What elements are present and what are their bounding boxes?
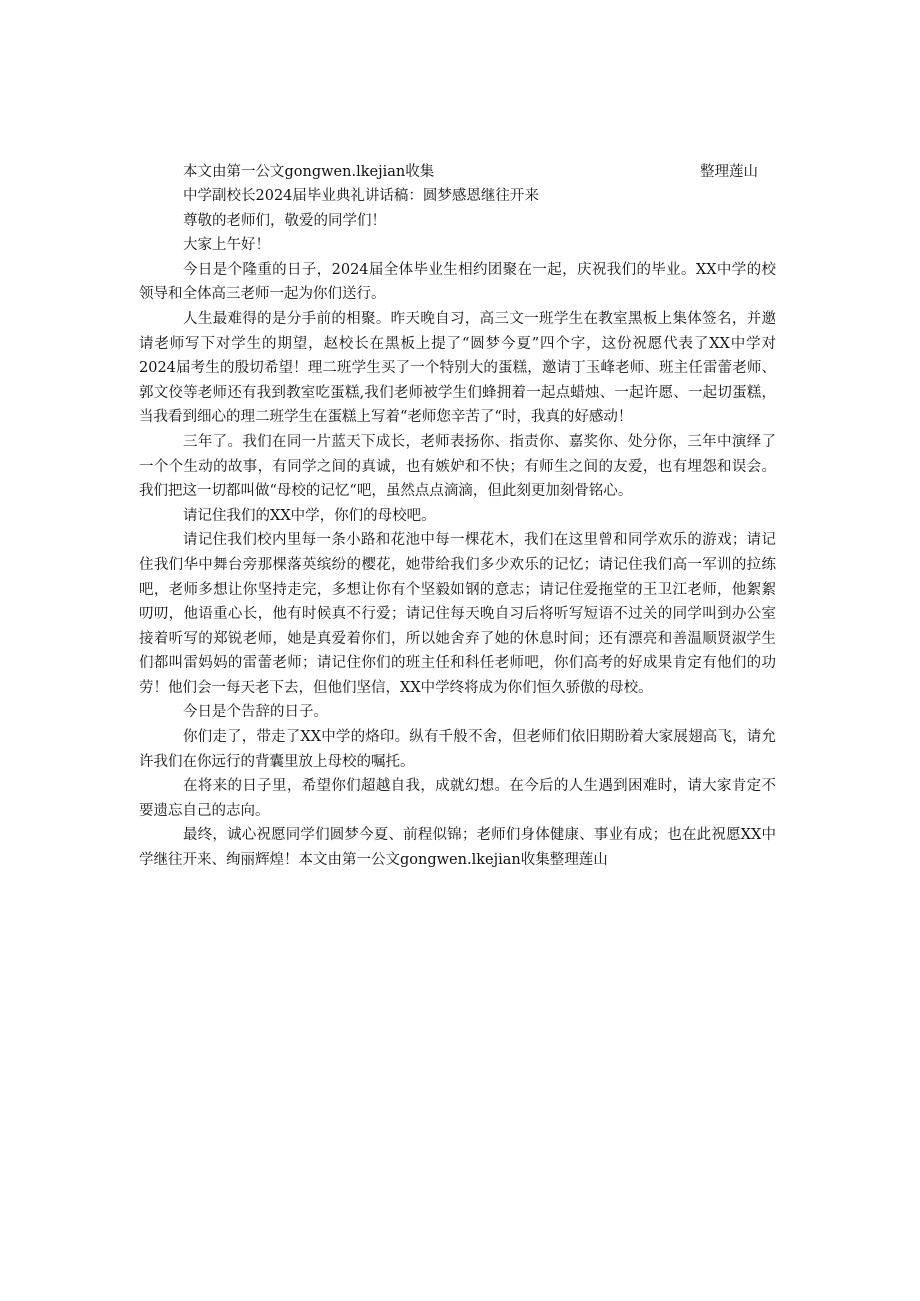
paragraph: 请记住我们的XX中学，你们的母校吧。	[183, 507, 436, 524]
salutation: 大家上午好！	[183, 237, 270, 254]
paragraph: 三年了。我们在同一片蓝天下成长，老师表扬你、指责你、嘉奖你、处分你，三年中演绎了一个个生动的故事，有同学之间的真诚，也有嫉妒和不快；有师生之间的友爱，也有埋怨和误会。我们把这一切都叫做“母校的记忆“吧，虽然点点滴滴，但此刻更加刻骨铭心。	[139, 433, 776, 500]
paragraph: 最终，诚心祝愿同学们圆梦今夏、前程似锦；老师们身体健康、事业有成；也在此祝愿XX中学继往开来、绚丽辉煌！本文由第一公文gongwen.lkejian收集整理莲山	[139, 827, 776, 869]
source-note: 本文由第一公文gongwen.lkejian收集	[183, 164, 435, 180]
source-header	[183, 160, 758, 184]
paragraph: 请记住我们校内里每一条小路和花池中每一棵花木，我们在这里曾和同学欢乐的游戏；请记住我们华中舞台旁那棵落英缤纷的樱花，她带给我们多少欢乐的记忆；请记住我们高一军训的拉练吧，老师多想让你坚持走完，多想让你有个坚毅如钢的意志；请记住爱拖堂的王卫江老师，他絮絮叨叨，他语重心长，他有时候真不行爱；请记住每天晚自习后将听写短语不过关的同学叫到办公室接着听写的郑锐老师，她是真爱着你们，所以她舍弃了她的休息时间；还有漂亮和善温顺贤淑学生们都叫雷妈妈的雷蕾老师；请记住你们的班主任和科任老师吧，你们高考的好成果肯定有他们的功劳！他们会一每天老下去，但他们坚信，XX中学终将成为你们恒久骄傲的母校。	[139, 532, 776, 696]
editor-note: 整理莲山	[700, 164, 758, 180]
paragraph: 今日是个告辞的日子。	[183, 704, 328, 721]
speech-body	[139, 184, 776, 873]
paragraph: 你们走了，带走了XX中学的烙印。纵有千般不舍，但老师们依旧期盼着大家展翅高飞，请允许我们在你远行的背囊里放上母校的嘱托。	[139, 729, 776, 770]
paragraph: 今日是个隆重的日子，2024届全体毕业生相约团聚在一起，庆祝我们的毕业。XX中学的校领导和全体高三老师一起为你们送行。	[139, 261, 776, 303]
greeting: 尊敬的老师们，敬爱的同学们！	[183, 212, 386, 229]
paragraph: 在将来的日子里，希望你们超越自我，成就幻想。在今后的人生遇到困难时，请大家肯定不要遗忘自己的志向。	[139, 778, 776, 819]
paragraph: 人生最难得的是分手前的相聚。昨天晚自习，高三文一班学生在教室黑板上集体签名，并邀请老师写下对学生的期望，赵校长在黑板上提了“圆梦今夏”四个字，这份祝愿代表了XX中学对2024届考生的殷切希望！理二班学生买了一个特别大的蛋糕，邀请丁玉峰老师、班主任雷蕾老师、郭文佼等老师还有我到教室吃蛋糕,我们老师被学生们蜂拥着一起点蜡烛、一起许愿、一起切蛋糕，当我看到细心的理二班学生在蛋糕上写着“老师您辛苦了“时，我真的好感动！	[139, 310, 776, 426]
speech-title: 中学副校长2024届毕业典礼讲话稿：圆梦感恩继往开来	[183, 188, 539, 204]
